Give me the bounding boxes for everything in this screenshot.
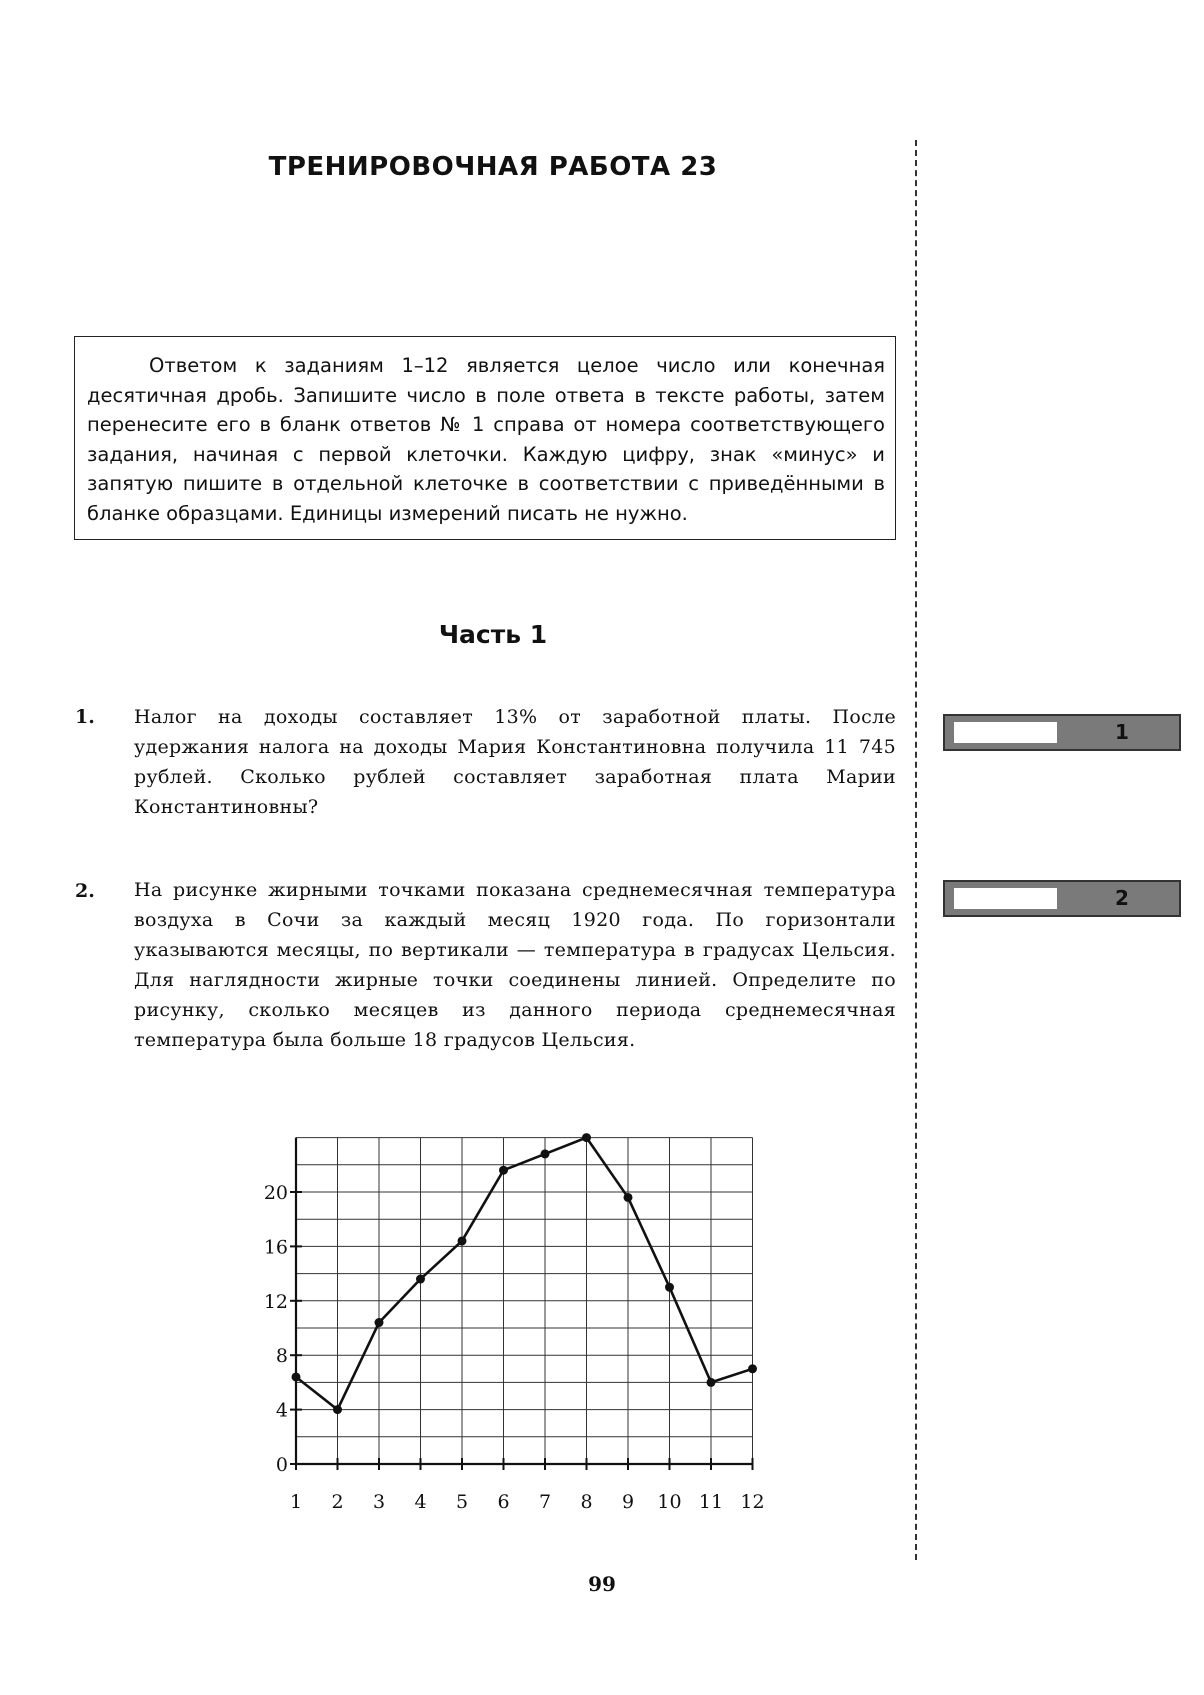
y-tick-label: 16 xyxy=(263,1236,288,1259)
chart-axes xyxy=(295,1138,754,1465)
x-tick-label: 12 xyxy=(740,1491,765,1513)
chart-grid xyxy=(296,1138,753,1464)
answer-box-2-number: 2 xyxy=(1115,886,1129,910)
temperature-chart xyxy=(230,1118,790,1518)
data-point xyxy=(582,1133,591,1142)
data-point xyxy=(458,1236,467,1245)
chart-ticks xyxy=(290,1192,753,1470)
page-title: ТРЕНИРОВОЧНАЯ РАБОТА 23 xyxy=(268,152,718,182)
data-point xyxy=(707,1378,716,1387)
y-tick-label: 4 xyxy=(275,1399,288,1422)
x-tick-label: 9 xyxy=(621,1491,635,1513)
x-tick-label: 6 xyxy=(497,1491,510,1513)
chart-x-labels xyxy=(290,1491,765,1513)
instructions-box: Ответом к заданиям 1–12 является целое число или конечная десятичная дробь. Запишите число в поле ответа в тексте работы, затем перенесите его в бланк ответов № 1 справа от номера соответствующего задания, начиная с первой клеточки. Каждую цифру, знак «минус» и запятую пишите в отдельной клеточке в соответствии с приведёнными в бланке образцами. Единицы измерений писать не нужно. xyxy=(74,336,896,540)
answer-field-2[interactable] xyxy=(954,888,1057,909)
cut-line xyxy=(915,140,917,1560)
data-point xyxy=(748,1364,757,1373)
y-tick-label: 0 xyxy=(275,1454,288,1476)
data-point xyxy=(665,1283,674,1292)
y-tick-label: 12 xyxy=(263,1290,288,1313)
task-2-number: 2. xyxy=(75,880,95,902)
x-tick-label: 8 xyxy=(580,1491,593,1513)
chart-y-labels xyxy=(264,1182,288,1476)
answer-field-1[interactable] xyxy=(954,722,1057,743)
x-tick-label: 3 xyxy=(372,1491,386,1513)
y-tick-label: 20 xyxy=(263,1182,288,1204)
task-2-text: На рисунке жирными точками показана среднемесячная температура воздуха в Сочи за каждый месяц 1920 года. По горизонтали указываются месяцы, по вертикали — температура в градусах Цельсия. Для наглядности жирные точки соединены линией. Определите по рисунку, сколько месяцев из данного периода среднемесячная температура была больше 18 градусов Цельсия. xyxy=(134,879,896,1051)
x-tick-label: 7 xyxy=(538,1491,552,1513)
data-point xyxy=(499,1166,508,1175)
x-tick-label: 4 xyxy=(414,1491,427,1513)
x-tick-label: 11 xyxy=(698,1491,724,1513)
part-title: Часть 1 xyxy=(438,620,548,649)
page-number: 99 xyxy=(588,1572,616,1596)
y-tick-label: 8 xyxy=(275,1345,288,1368)
answer-box-1 xyxy=(943,714,1181,751)
data-point xyxy=(541,1149,550,1158)
x-tick-label: 5 xyxy=(455,1491,469,1513)
answer-box-2 xyxy=(943,880,1181,917)
data-point xyxy=(416,1275,425,1284)
data-point xyxy=(375,1318,384,1327)
data-point xyxy=(333,1405,342,1414)
answer-box-1-number: 1 xyxy=(1115,720,1129,744)
x-tick-label: 10 xyxy=(657,1491,682,1513)
task-1-text: Налог на доходы составляет 13% от заработной платы. После удержания налога на доходы Мария Константиновна получила 11 745 рублей. Сколько рублей составляет заработная плата Марии Константиновны? xyxy=(134,706,896,818)
x-tick-label: 1 xyxy=(289,1491,303,1513)
data-point xyxy=(292,1372,301,1381)
data-point xyxy=(624,1193,633,1202)
x-tick-label: 2 xyxy=(331,1491,344,1513)
task-1-number: 1. xyxy=(75,706,95,728)
